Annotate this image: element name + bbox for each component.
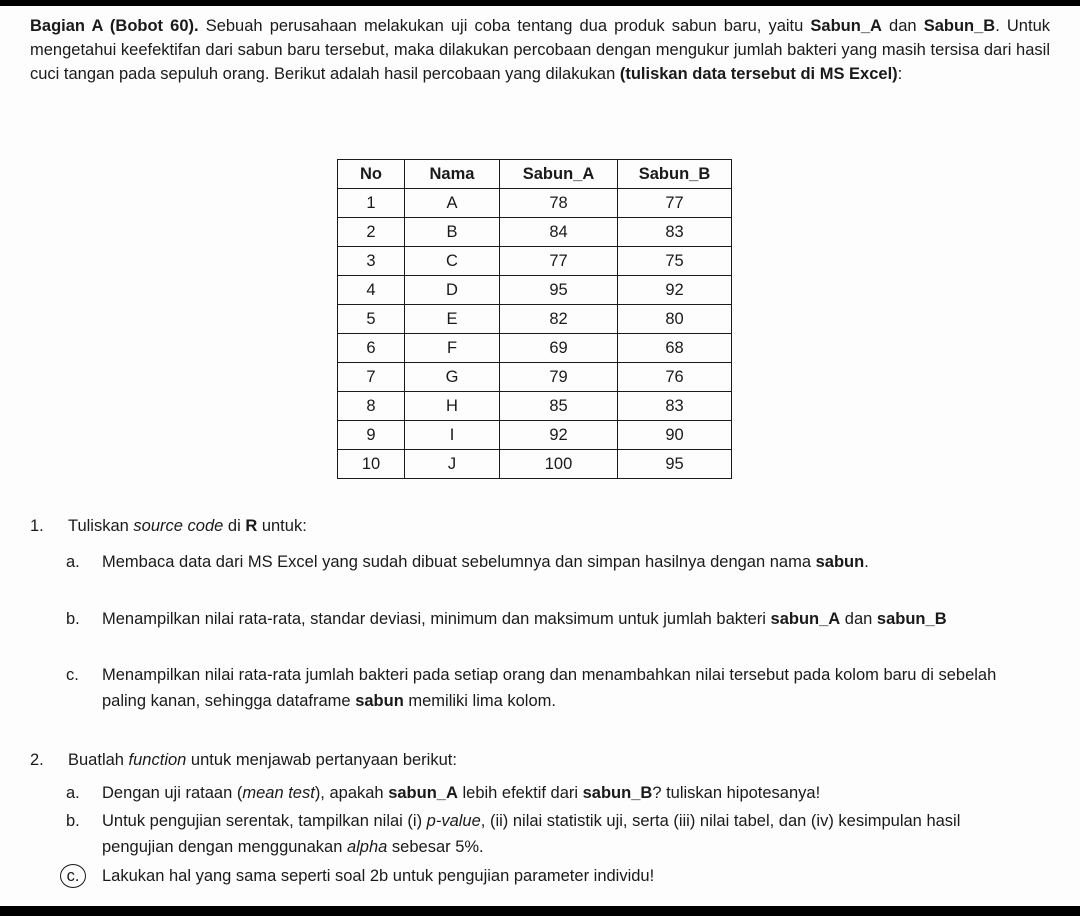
cell-nama: F [405,334,500,363]
cell-nama: J [405,450,500,479]
question-2b [66,808,1056,862]
sub-label: a. [66,784,80,802]
table-row [338,392,732,421]
sub-text [102,808,1022,860]
text: lebih efektif dari [457,784,583,802]
cell-sabun-b: 75 [618,247,732,276]
bold-term: sabun [815,553,865,571]
question-1c [66,662,1046,716]
sub-label: b. [66,812,80,830]
sub-label: a. [66,553,80,571]
cell-sabun-b: 68 [618,334,732,363]
cell-sabun-a: 77 [500,247,618,276]
data-table [337,159,732,479]
text: memiliki lima kolom. [403,692,556,710]
cell-nama: G [405,363,500,392]
cell-no: 5 [338,305,405,334]
question-text [68,748,457,772]
text: . [864,553,869,571]
italic-term: mean test [242,784,315,802]
cell-nama: H [405,392,500,421]
document-page [0,6,1080,906]
text: Tuliskan [68,517,134,535]
question-1b [66,606,1046,660]
table-row [338,305,732,334]
question-1a [66,549,1046,603]
cell-nama: E [405,305,500,334]
text: sebesar 5%. [387,838,484,856]
text: Membaca data dari MS Excel yang sudah dibuat sebelumnya dan simpan hasilnya dengan nama [102,553,816,571]
product-b-name: Sabun_B [923,17,996,35]
cell-nama: C [405,247,500,276]
cell-nama: I [405,421,500,450]
bold-term: sabun [355,692,404,710]
sub-label-circled [66,863,86,889]
cell-sabun-b: 77 [618,189,732,218]
intro-text: dan [881,17,924,35]
cell-no: 1 [338,189,405,218]
cell-no: 8 [338,392,405,421]
table-body [338,189,732,479]
sub-text [102,780,1022,806]
cell-no: 4 [338,276,405,305]
italic-term: p-value [426,812,481,830]
table-row [338,334,732,363]
bold-term: R [245,517,258,535]
cell-no: 10 [338,450,405,479]
sub-label: b. [66,610,80,628]
table-row [338,363,732,392]
text: Dengan uji rataan ( [102,784,243,802]
cell-sabun-b: 90 [618,421,732,450]
cell-no: 7 [338,363,405,392]
cell-nama: A [405,189,500,218]
cell-sabun-a: 78 [500,189,618,218]
sub-text [102,549,1022,575]
text: ), apakah [314,784,389,802]
italic-term: function [128,751,187,769]
cell-sabun-a: 82 [500,305,618,334]
sub-text [102,863,1022,889]
cell-sabun-b: 92 [618,276,732,305]
cell-sabun-b: 83 [618,218,732,247]
cell-sabun-b: 80 [618,305,732,334]
intro-paragraph [30,14,1050,86]
italic-term: alpha [346,838,388,856]
cell-sabun-a: 79 [500,363,618,392]
section-heading: Bagian A (Bobot 60). [30,17,199,35]
intro-text: Sebuah perusahaan melakukan uji coba tentang dua produk sabun baru, yaitu [198,17,811,35]
question-number: 2. [30,751,44,769]
cell-sabun-b: 76 [618,363,732,392]
header-sabun-a: Sabun_A [500,160,618,189]
table-row [338,450,732,479]
text: Buatlah [68,751,129,769]
bold-term: sabun_B [582,784,653,802]
cell-sabun-b: 95 [618,450,732,479]
question-number: 1. [30,517,44,535]
question-2c [66,863,1056,889]
product-a-name: Sabun_A [810,17,882,35]
header-sabun-b: Sabun_B [618,160,732,189]
cell-sabun-b: 83 [618,392,732,421]
table-row [338,276,732,305]
bold-term: sabun_B [876,610,947,628]
table-row [338,421,732,450]
cell-no: 2 [338,218,405,247]
header-no: No [338,160,405,189]
intro-text: : [897,65,903,83]
text: ? tuliskan hipotesanya! [652,784,821,802]
cell-nama: D [405,276,500,305]
header-nama: Nama [405,160,500,189]
sub-label: c. [66,666,79,684]
circle-mark: c. [60,864,86,888]
text: Lakukan hal yang sama seperti soal 2b untuk pengujian parameter individu! [102,867,655,885]
text: Untuk pengujian serentak, tampilkan nilai (i) [102,812,427,830]
question-text [68,514,307,538]
cell-no: 9 [338,421,405,450]
cell-sabun-a: 92 [500,421,618,450]
sub-text [102,606,1022,632]
cell-no: 3 [338,247,405,276]
cell-sabun-a: 69 [500,334,618,363]
cell-sabun-a: 100 [500,450,618,479]
cell-nama: B [405,218,500,247]
text: , (ii) nilai statistik uji, serta (iii) nilai tabel, dan (iv) kesimpulan hasil pengujian dengan menggunakan [102,812,961,856]
question-2 [30,748,1030,774]
text: dan [840,610,877,628]
table-row [338,218,732,247]
bold-term: sabun_A [770,610,841,628]
excel-instruction: (tuliskan data tersebut di MS Excel) [619,65,898,83]
cell-sabun-a: 84 [500,218,618,247]
text: Menampilkan nilai rata-rata jumlah bakteri pada setiap orang dan menambahkan nilai tersebut pada kolom baru di sebelah paling kanan, sehingga dataframe [102,666,997,710]
italic-term: source code [133,517,224,535]
question-2a [66,780,1056,806]
cell-sabun-a: 95 [500,276,618,305]
sub-text [102,662,1022,714]
question-1 [30,514,1030,540]
text: Menampilkan nilai rata-rata, standar deviasi, minimum dan maksimum untuk jumlah bakteri [102,610,771,628]
table-header-row [338,160,732,189]
text: untuk: [257,517,307,535]
cell-no: 6 [338,334,405,363]
table-row [338,247,732,276]
intro-text: . Untuk mengetahui keefektifan dari sabun baru tersebut, maka dilakukan percobaan dengan mengukur jumlah bakteri yang masih tersisa dari hasil cuci tangan pada sepuluh orang. Berikut adalah hasil percobaan yang dilakukan [30,17,1050,83]
cell-sabun-a: 85 [500,392,618,421]
table-row [338,189,732,218]
text: untuk menjawab pertanyaan berikut: [186,751,457,769]
bold-term: sabun_A [388,784,458,802]
text: di [223,517,246,535]
